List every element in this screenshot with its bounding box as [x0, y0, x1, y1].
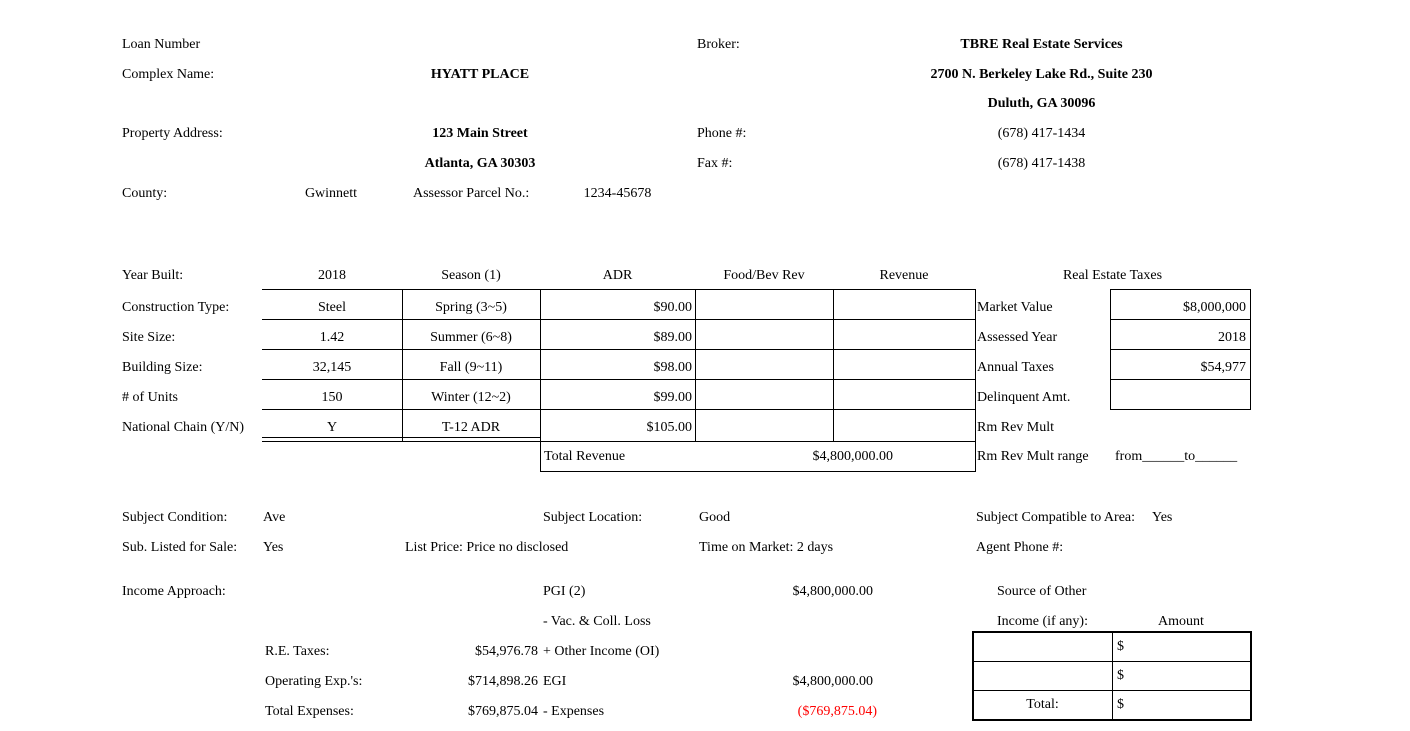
listed-for-sale-label: Sub. Listed for Sale: — [122, 540, 238, 555]
amount-column-header: Amount — [1158, 614, 1204, 629]
revenue-cell[interactable] — [834, 290, 974, 318]
season-cell: Fall (9~11) — [439, 360, 503, 375]
vacancy-loss-label: - Vac. & Coll. Loss — [543, 614, 651, 629]
agent-phone-label: Agent Phone #: — [976, 540, 1064, 555]
grid-line — [975, 289, 976, 472]
pgi-label: PGI (2) — [543, 584, 586, 599]
pgi-amount: $4,800,000.00 — [792, 584, 873, 599]
broker-address-line1: 2700 N. Berkeley Lake Rd., Suite 230 — [930, 67, 1153, 82]
subject-condition-label: Subject Condition: — [122, 510, 228, 525]
season-cell: Winter (12~2) — [431, 390, 511, 405]
foodbev-cell[interactable] — [696, 410, 832, 436]
other-income-amount-cell[interactable]: $ — [1117, 668, 1124, 683]
rm-rev-mult-range-blanks[interactable]: from______to______ — [1115, 449, 1238, 464]
delinquent-amount-label: Delinquent Amt. — [977, 390, 1071, 405]
adr-column-header: ADR — [602, 268, 633, 283]
grid-line — [262, 441, 975, 442]
fax-label: Fax #: — [697, 156, 733, 171]
grid-line — [262, 379, 975, 380]
property-row-value: 150 — [321, 390, 343, 405]
subject-location-label: Subject Location: — [543, 510, 643, 525]
subject-condition-value: Ave — [263, 510, 286, 525]
season-cell: Summer (6~8) — [430, 330, 512, 345]
foodbev-cell[interactable] — [696, 290, 832, 318]
property-address-line2: Atlanta, GA 30303 — [424, 156, 536, 171]
other-income-source-cell[interactable] — [975, 663, 1110, 689]
foodbev-column-header: Food/Bev Rev — [723, 268, 805, 283]
assessed-year-label: Assessed Year — [977, 330, 1058, 345]
property-row-label: Construction Type: — [122, 300, 230, 315]
foodbev-cell[interactable] — [696, 320, 832, 348]
grid-line — [1110, 289, 1111, 410]
grid-line — [262, 319, 975, 320]
subject-location-value: Good — [699, 510, 731, 525]
property-row-value: Y — [326, 420, 338, 435]
grid-line — [1110, 349, 1250, 350]
grid-line — [262, 289, 975, 290]
grid-line — [1110, 379, 1250, 380]
subject-compatible-label: Subject Compatible to Area: — [976, 510, 1136, 525]
grid-line — [262, 349, 975, 350]
grid-line — [540, 471, 975, 472]
grid-line — [695, 289, 696, 441]
property-row-value: 32,145 — [312, 360, 352, 375]
phone-value: (678) 417-1434 — [997, 126, 1086, 141]
year-built-value: 2018 — [318, 268, 346, 283]
grid-line — [1250, 289, 1251, 410]
assessed-year-value: 2018 — [1218, 330, 1246, 345]
minus-expenses-label: - Expenses — [543, 704, 605, 719]
total-expenses-amount: $769,875.04 — [468, 704, 538, 719]
revenue-cell[interactable] — [834, 320, 974, 348]
total-expenses-label: Total Expenses: — [265, 704, 354, 719]
minus-expenses-amount-negative: ($769,875.04) — [797, 704, 877, 719]
other-income-total-amount-cell[interactable]: $ — [1117, 697, 1124, 712]
season-cell: Spring (3~5) — [435, 300, 507, 315]
adr-cell: $99.00 — [653, 390, 692, 405]
listed-for-sale-value: Yes — [263, 540, 284, 555]
fax-value: (678) 417-1438 — [997, 156, 1086, 171]
broker-name: TBRE Real Estate Services — [960, 37, 1123, 52]
grid-line — [1110, 409, 1250, 410]
egi-label: EGI — [543, 674, 567, 689]
adr-cell: $90.00 — [653, 300, 692, 315]
season-cell: T-12 ADR — [441, 420, 501, 435]
property-row-value: Steel — [318, 300, 346, 315]
property-row-value: 1.42 — [319, 330, 345, 345]
adr-cell: $89.00 — [653, 330, 692, 345]
county-label: County: — [122, 186, 168, 201]
season-column-header: Season (1) — [441, 268, 501, 283]
revenue-cell[interactable] — [834, 410, 974, 436]
re-taxes-title: Real Estate Taxes — [1062, 268, 1163, 283]
property-row-label: Site Size: — [122, 330, 176, 345]
rm-rev-mult-label: Rm Rev Mult — [977, 420, 1055, 435]
operating-expenses-amount: $714,898.26 — [468, 674, 538, 689]
egi-amount: $4,800,000.00 — [792, 674, 873, 689]
foodbev-cell[interactable] — [696, 380, 832, 408]
rm-rev-mult-range-label: Rm Rev Mult range — [977, 449, 1089, 464]
list-price-text: List Price: Price no disclosed — [405, 540, 569, 555]
time-on-market-text: Time on Market: 2 days — [699, 540, 834, 555]
re-taxes-expense-amount: $54,976.78 — [475, 644, 538, 659]
delinquent-amount-cell[interactable] — [1111, 380, 1249, 408]
grid-line — [1110, 319, 1250, 320]
grid-line — [833, 289, 834, 441]
annual-taxes-label: Annual Taxes — [977, 360, 1054, 375]
market-value-label: Market Value — [977, 300, 1053, 315]
grid-line — [402, 289, 403, 441]
complex-name-label: Complex Name: — [122, 67, 215, 82]
annual-taxes-amount: $54,977 — [1200, 360, 1246, 375]
adr-cell: $105.00 — [646, 420, 692, 435]
grid-line — [262, 409, 975, 410]
phone-label: Phone #: — [697, 126, 747, 141]
assessor-parcel-label: Assessor Parcel No.: — [413, 186, 530, 201]
subject-compatible-value: Yes — [1152, 510, 1173, 525]
property-address-line1: 123 Main Street — [432, 126, 528, 141]
other-income-amount-cell[interactable]: $ — [1117, 639, 1124, 654]
loan-number-label: Loan Number — [122, 37, 201, 52]
operating-expenses-label: Operating Exp.'s: — [265, 674, 363, 689]
adr-cell: $98.00 — [653, 360, 692, 375]
total-revenue-value: $4,800,000.00 — [812, 449, 893, 464]
grid-line — [1112, 633, 1113, 719]
property-address-label: Property Address: — [122, 126, 223, 141]
county-value: Gwinnett — [304, 186, 358, 201]
source-of-other-title-line1: Source of Other — [997, 584, 1087, 599]
other-income-total-label: Total: — [1026, 697, 1059, 712]
grid-line — [1110, 289, 1250, 290]
year-built-label: Year Built: — [122, 268, 184, 283]
revenue-column-header: Revenue — [879, 268, 929, 283]
assessor-parcel-value: 1234-45678 — [583, 186, 652, 201]
market-value-amount: $8,000,000 — [1183, 300, 1246, 315]
property-row-label: Building Size: — [122, 360, 203, 375]
broker-label: Broker: — [697, 37, 740, 52]
grid-line — [262, 437, 540, 438]
foodbev-cell[interactable] — [696, 350, 832, 378]
property-row-label: # of Units — [122, 390, 178, 405]
property-row-label: National Chain (Y/N) — [122, 420, 245, 435]
re-taxes-expense-label: R.E. Taxes: — [265, 644, 330, 659]
source-of-other-title-line2: Income (if any): — [997, 614, 1088, 629]
other-income-source-cell[interactable] — [975, 634, 1110, 660]
complex-name-value: HYATT PLACE — [430, 67, 530, 82]
revenue-cell[interactable] — [834, 380, 974, 408]
income-approach-title: Income Approach: — [122, 584, 226, 599]
revenue-cell[interactable] — [834, 350, 974, 378]
grid-line — [540, 289, 541, 472]
other-income-oi-label: + Other Income (OI) — [543, 644, 660, 659]
broker-address-line2: Duluth, GA 30096 — [987, 96, 1096, 111]
total-revenue-label: Total Revenue — [544, 449, 626, 464]
